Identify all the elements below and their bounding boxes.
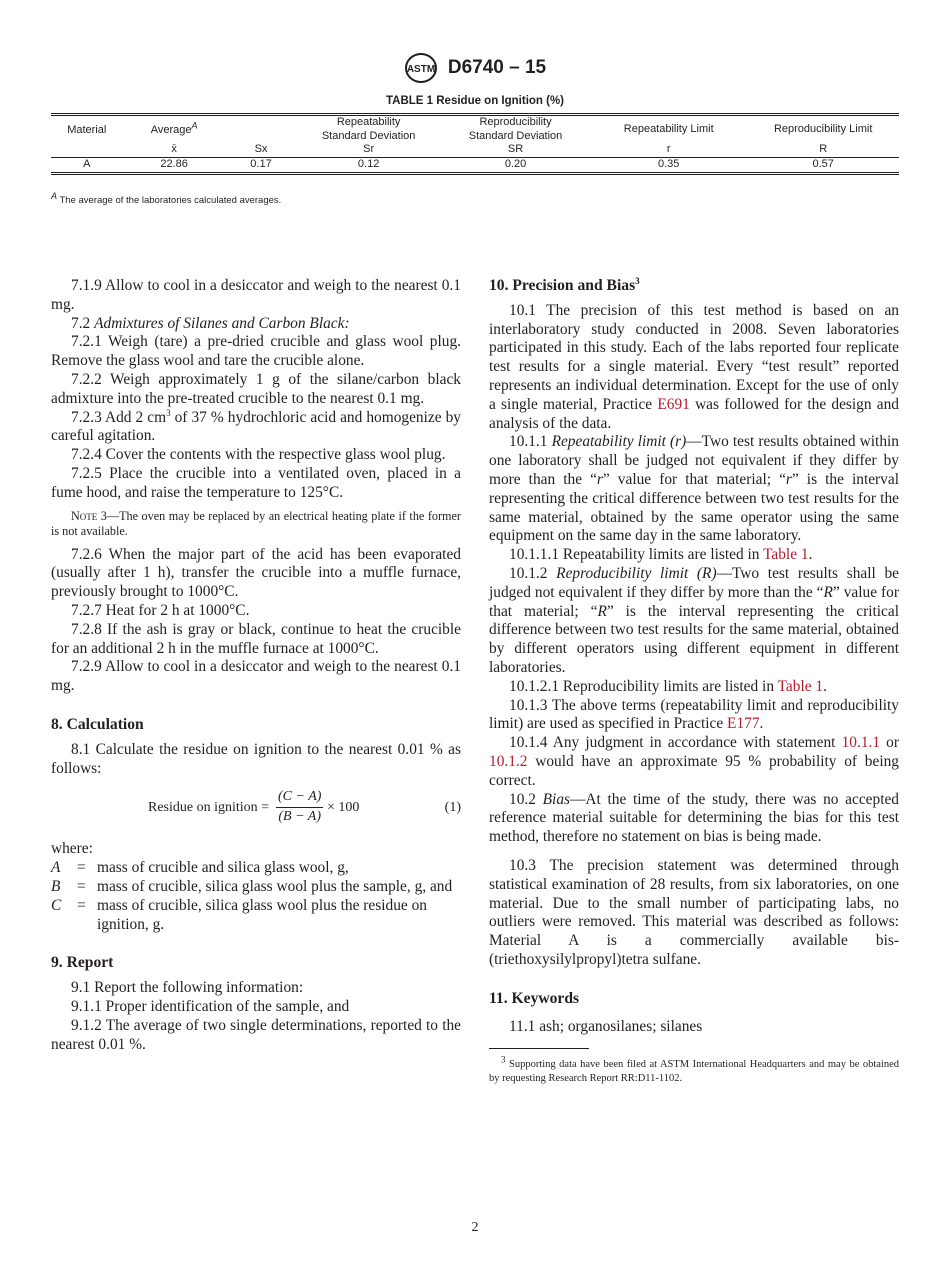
text-run: 7.1.9 Allow to cool in a desiccator and weigh to the nearest 0.1 mg. [51, 277, 461, 313]
italic-text: Admixtures of Silanes and Carbon Black: [94, 314, 350, 332]
col-header: Average$^A$ [123, 115, 226, 144]
variable-description: mass of crucible, silica glass wool plus the sample, g, and [97, 877, 453, 895]
paragraph [51, 1017, 461, 1055]
italic-text: r [785, 470, 792, 488]
text-run: . [823, 677, 827, 695]
text-run: 10.2 [509, 790, 543, 808]
text-run: —Two test results obtained within one laboratory shall be judged not equivalent if they differ by more than the “ [489, 433, 899, 488]
paragraph [489, 565, 899, 678]
text-run: 7.2.5 Place the crucible into a ventilated oven, placed in a fume hood, and raise the temperature to 125°C. [51, 464, 461, 501]
text-run: or [880, 734, 899, 752]
left-column [51, 277, 461, 1054]
section-heading [51, 954, 461, 973]
note [51, 509, 461, 540]
symbol-cell: SR [441, 143, 590, 157]
section-heading [489, 990, 899, 1009]
italic-text: Reproducibility limit (R) [556, 564, 717, 582]
text-run: of 37 % hydrochloric acid and homogenize by careful agitation. [51, 408, 461, 445]
variable-list [51, 859, 461, 934]
text-run: 7.2.1 Weigh (tare) a pre-dried crucible and glass wool plug. Remove the glass wool and tare the crucible alone. [51, 333, 461, 370]
text-run: ” is the interval representing the critical difference between two test results for the same material, obtained by the same operator using the same equipment on the same day in the same laboratory. [489, 470, 899, 545]
reference-link[interactable]: Table 1 [777, 677, 824, 695]
table-cell: 22.86 [123, 157, 226, 174]
reference-link[interactable]: E691 [657, 395, 690, 413]
table-caption: TABLE 1 Residue on Ignition (%) [385, 95, 565, 107]
text-run: 10.1 The precision of this test method is based on an interlaboratory study conducted in 2008. Seven laboratories participated in this study. Each of the labs reported four replicate test results for a single material. Every “test result” reported represents an individual determination. Except for the use of only a single material, Practice [489, 301, 899, 413]
italic-text: r [596, 470, 603, 488]
variable-symbol: B [51, 877, 61, 895]
paragraph [51, 371, 461, 409]
heading-text: 8. Calculation [51, 715, 144, 733]
right-column [489, 277, 899, 1037]
text-run: 10.1.1.1 Repeatability limits are listed in [509, 546, 764, 564]
variable-description: mass of crucible and silica glass wool, g, [97, 859, 349, 877]
col-header: Repeatability Limit [590, 115, 747, 144]
text-run: ” value for that material; “ [602, 470, 786, 488]
text-run: ” is the interval representing the critical difference between two test results for the same material, obtained by different operators using different equipment in different laboratories. [489, 602, 899, 676]
text-run: 10.1.2 [509, 564, 557, 582]
heading-text: 11. Keywords [489, 989, 580, 1007]
symbol-cell: Sx [226, 143, 296, 157]
text-run: 7.2.6 When the major part of the acid has been evaporated (usually after 1 h), transfer the crucible into a muffle furnace, previously brought to 1000°C. [51, 545, 461, 601]
symbol-cell: R [747, 143, 899, 157]
table-cell: 0.17 [226, 157, 296, 174]
table-cell: 0.57 [747, 157, 899, 174]
text-run: 11.1 ash; organosilanes; silanes [509, 1018, 703, 1036]
table-cell: 0.20 [441, 157, 590, 174]
text-run: 10.1.3 The above terms (repeatability limit and reproducibility limit) are used as specified in Practice [489, 696, 899, 733]
symbol-cell: x̄ [123, 143, 226, 157]
paragraph [489, 791, 899, 847]
section-heading [489, 277, 899, 296]
text-run: —At the time of the study, there was no accepted reference material suitable for determining the bias for this test method, therefore no statement on bias is being made. [489, 790, 900, 846]
paragraph [51, 333, 461, 371]
numerator: (C − A) [276, 788, 323, 808]
text-run: 9.1.2 The average of two single determinations, reported to the nearest 0.01 %. [51, 1016, 461, 1053]
text-run: . [808, 546, 813, 564]
multiplier: × 100 [327, 800, 360, 816]
paragraph [51, 621, 461, 659]
denominator: (B − A) [278, 809, 322, 825]
document-id: D6740 – 15 [447, 57, 547, 78]
symbol-row [51, 143, 899, 157]
paragraph [51, 602, 461, 621]
text-run: —Two test results shall be judged not equivalent if they differ by more than the “ [489, 564, 899, 601]
fraction [276, 788, 323, 827]
equals-sign: = [77, 896, 86, 914]
heading-text: 10. Precision and Bias [489, 277, 636, 294]
text-run: 10.1.4 Any judgment in accordance with statement [509, 734, 842, 752]
text-run: ” value for that material; “ [489, 583, 899, 620]
text-run: 7.2 [71, 314, 95, 332]
equals-sign: = [77, 859, 86, 877]
italic-text: Bias [542, 790, 571, 808]
text-run: 7.2.8 If the ash is gray or black, continue to heat the crucible for an additional 2 h in the muffle furnace at 1000°C. [51, 620, 461, 657]
paragraph [489, 678, 899, 697]
paragraph [51, 998, 461, 1017]
paragraph [489, 433, 899, 546]
paragraph [51, 446, 461, 465]
text-run: . [759, 715, 764, 733]
col-header: Material [51, 115, 123, 144]
equation [51, 786, 461, 832]
text-run: 10.1.2.1 Reproducibility limits are listed in [509, 677, 778, 695]
paragraph [51, 315, 461, 334]
symbol-cell [51, 143, 123, 157]
footnote-divider [489, 1048, 589, 1049]
italic-text: R [597, 602, 607, 620]
page-number: 2 [471, 1220, 479, 1235]
table-row [51, 157, 899, 174]
svg-text:ASTM: ASTM [406, 64, 436, 75]
symbol-cell: r [590, 143, 747, 157]
paragraph [51, 409, 461, 447]
equals-sign: = [77, 877, 86, 895]
reference-link[interactable]: 10.1.1 [841, 734, 881, 752]
italic-text: R [823, 583, 833, 601]
text-run: 9.1.1 Proper identification of the sample, and [71, 997, 350, 1015]
text-run: —The oven may be replaced by an electrical heating plate if the former is not available. [51, 508, 461, 539]
text-run: 7.2.2 Weigh approximately 1 g of the silane/carbon black admixture into the pre-treated crucible to the nearest 0.1 mg. [51, 370, 461, 407]
variable-description: mass of crucible, silica glass wool plus the residue on ignition, g. [97, 896, 427, 933]
residue-table [51, 113, 899, 175]
table-footnote: $^A$ The average of the laboratories calculated averages. [51, 190, 282, 206]
variable-symbol: A [51, 859, 61, 877]
text-run: would have an approximate 95 % probability of being correct. [489, 752, 899, 789]
variable-definition [51, 878, 461, 897]
reference-link[interactable]: 10.1.2 [489, 752, 528, 770]
astm-logo [404, 53, 438, 83]
paragraph [489, 546, 899, 565]
col-header: Repeatability Standard Deviation [296, 115, 441, 144]
table-cell: 0.35 [590, 157, 747, 174]
text-run: 7.2.4 Cover the contents with the respective glass wool plug. [71, 446, 446, 464]
where-label: where: [51, 840, 93, 858]
reference-link[interactable]: Table 1 [763, 546, 809, 564]
text-run: 7.2.7 Heat for 2 h at 1000°C. [71, 601, 250, 619]
page-header [0, 53, 950, 83]
footnote: $^3$ Supporting data have been filed at ASTM International Headquarters and may be obtained by requesting Research Report RR:D11-1102. [489, 1054, 900, 1084]
text-run: 10.3 The precision statement was determined through statistical examination of 28 results, from six laboratories, on one material. Due to the small number of participating labs, no outliers were removed. This material was described as follows: Material A is a commercially available bis-(triethoxysilylpropyl)tetra sulfane. [489, 856, 899, 968]
text-run: was followed for the design and analysis of the data. [489, 395, 900, 432]
equation-number: (1) [444, 800, 461, 816]
section-heading [51, 716, 461, 735]
paragraph [489, 857, 899, 970]
variable-definition [51, 859, 461, 878]
text-run: 9.1 Report the following information: [71, 979, 304, 997]
text-run: 8.1 Calculate the residue on ignition to the nearest 0.01 % as follows: [51, 740, 461, 777]
paragraph [51, 741, 461, 779]
heading-text: 9. Report [51, 954, 114, 972]
text-run: 7.2.9 Allow to cool in a desiccator and weigh to the nearest 0.1 mg. [51, 658, 461, 695]
col-header: Reproducibility Standard Deviation [441, 115, 590, 144]
variable-symbol: C [51, 896, 62, 914]
text-run: 10.1.1 [509, 433, 552, 451]
paragraph [51, 277, 461, 315]
reference-link[interactable]: E177 [727, 715, 760, 733]
variable-definition [51, 897, 461, 935]
equation-label: Residue on ignition = [148, 800, 270, 816]
paragraph [51, 465, 461, 503]
col-header [226, 115, 296, 144]
footnote-ref: 3 [635, 275, 640, 286]
paragraph [51, 979, 461, 998]
paragraph [489, 1018, 899, 1037]
text-run: 7.2.3 Add 2 cm [71, 408, 167, 426]
paragraph [489, 302, 899, 434]
paragraph [489, 697, 899, 735]
italic-text: Repeatability limit (r) [551, 433, 687, 451]
table-cell: 0.12 [296, 157, 441, 174]
table-cell: A [51, 157, 123, 174]
superscript: 3 [166, 407, 171, 418]
symbol-cell: Sr [296, 143, 441, 157]
paragraph [51, 658, 461, 696]
paragraph [489, 734, 899, 790]
paragraph [51, 546, 461, 602]
col-header: Reproducibility Limit [747, 115, 899, 144]
note-label: Note 3 [71, 508, 107, 523]
